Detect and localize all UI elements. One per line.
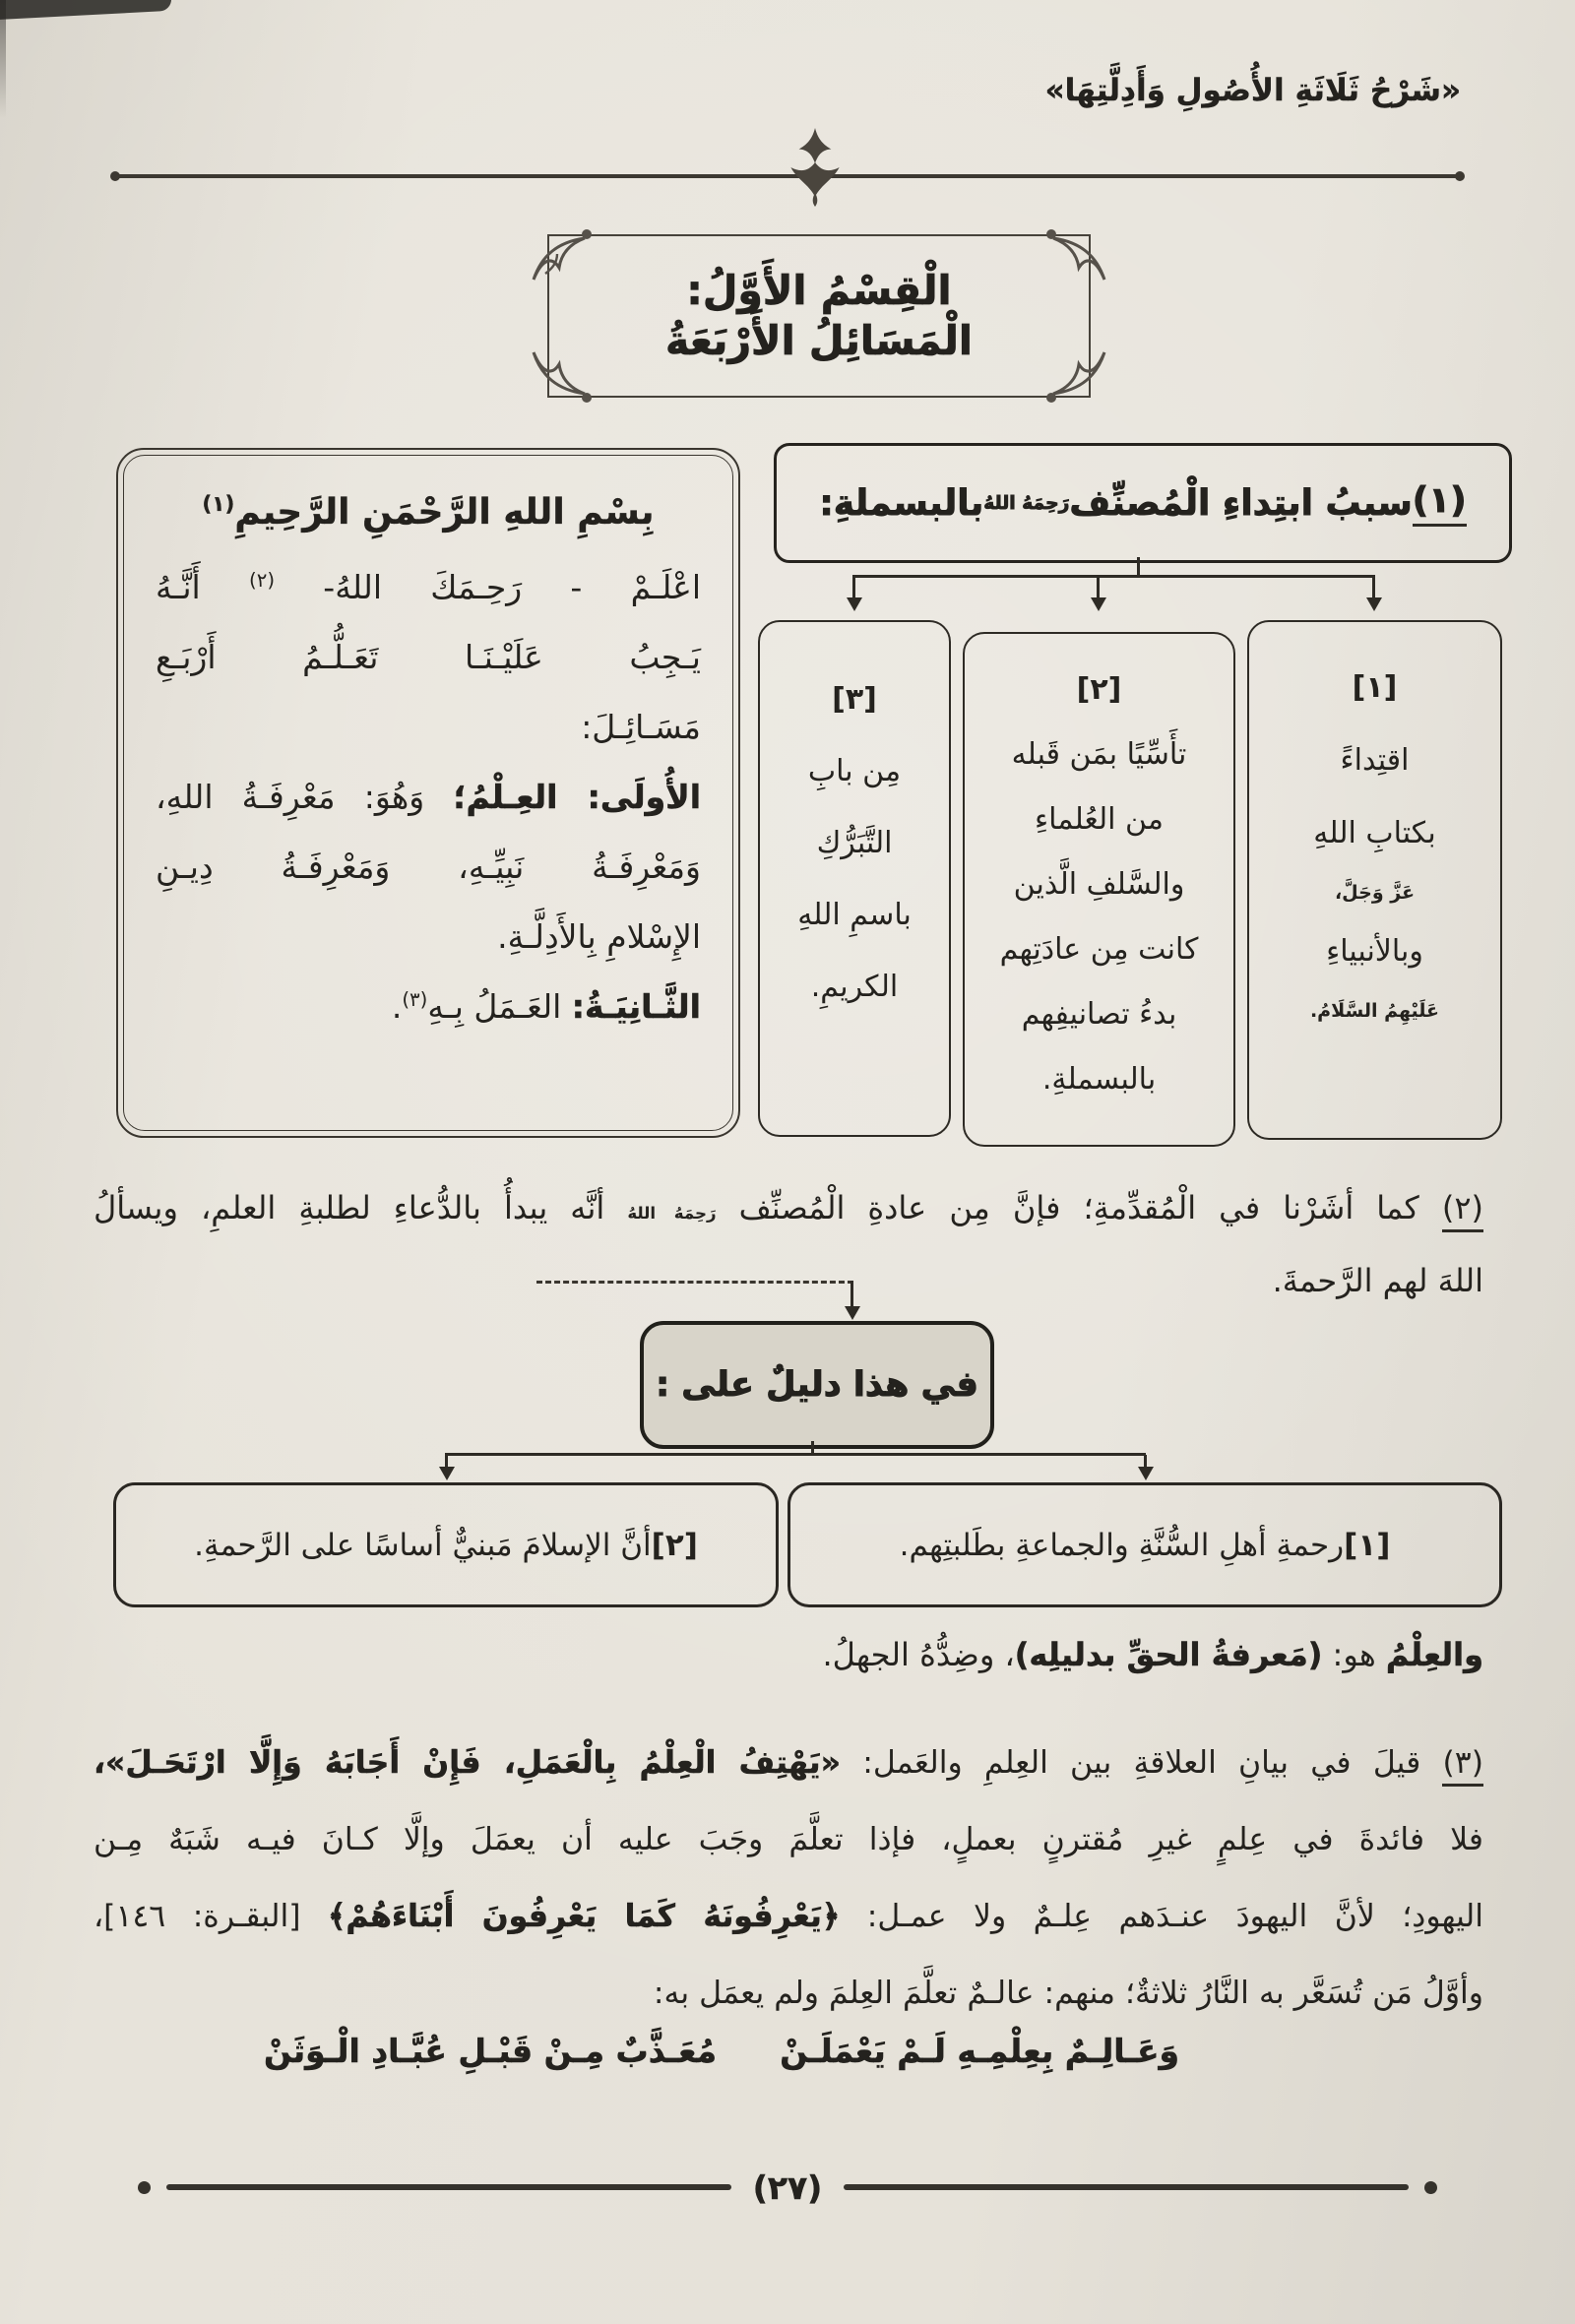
box-text: أنَّ الإسلامَ مَبنيٌّ أساسًا على الرَّحمةِ. <box>194 1527 652 1563</box>
box-line: كانت مِن عادَتِهم <box>999 932 1199 967</box>
footnote3-text: اليهودِ؛ لأنَّ اليهودَ عنـدَهم عِلـمٌ ولا عمـل: <box>840 1899 1483 1934</box>
diagram2-box-1 <box>788 1482 1502 1607</box>
basmala-text: بِسْمِ اللهِ الرَّحْمَنِ الرَّحِيمِ <box>234 492 655 533</box>
honorific-azza-wa-jall: عَزَّ وَجَلَّ، <box>1334 882 1416 904</box>
honorific-alayhim-assalam: عَلَيْهِمُ السَّلَامُ. <box>1309 1000 1440 1022</box>
connector-line <box>850 1281 853 1308</box>
connector-line <box>1097 577 1100 598</box>
box-line: والسَّلفِ الَّذين <box>1013 867 1185 902</box>
footer-rule <box>844 2184 1409 2190</box>
connector-line <box>1372 577 1375 598</box>
footnote3-block <box>94 1725 1483 2032</box>
box-number: [٢] <box>1076 672 1122 707</box>
connector-line <box>852 577 855 598</box>
box-line: تأَسِّيًا بمَن قَبله <box>1011 737 1187 772</box>
matn-text: العَـمَلُ بِـهِ <box>427 987 572 1026</box>
diagram1-header-text: سببُ ابتِداءِ الْمُصنِّف <box>1069 482 1413 524</box>
arrow-down-icon <box>1366 597 1382 611</box>
arrow-down-icon <box>1138 1467 1154 1480</box>
matn-text: . <box>391 987 403 1026</box>
arrow-down-icon <box>1091 597 1106 611</box>
photo-edge-shadow <box>0 0 172 21</box>
box-number: [٢] <box>651 1527 698 1563</box>
footnote3-marker: (٣) <box>1442 1745 1483 1787</box>
matn-emphasis: الثَّـانِيَـةُ: <box>571 987 701 1026</box>
matn-line: مَسَـائِـلَ: <box>581 708 701 746</box>
footer-rule <box>166 2184 731 2190</box>
arrow-down-icon <box>847 597 862 611</box>
footnote-marker-3: (٣) <box>402 988 428 1011</box>
connector-line <box>1137 557 1140 577</box>
floral-corner-icon <box>524 211 608 295</box>
box-line: اقتِداءً <box>1340 743 1410 778</box>
ilm-text: هو: <box>1322 1636 1386 1673</box>
photo-edge-left-shadow <box>0 0 6 118</box>
matn-line: الإِسْلامِ بِالأَدِلَّـةِ. <box>497 917 701 956</box>
box-line: بدءُ تصانيفِهم <box>1021 997 1177 1032</box>
diagram1-header-text: بالبسملةِ: <box>819 482 984 524</box>
box-line: بكتابِ اللهِ <box>1313 816 1436 850</box>
diagram1-box-1 <box>1247 620 1502 1140</box>
diagram1-header-box <box>774 443 1512 563</box>
matn-line <box>156 972 701 1041</box>
hadith-quote: «يَهْتِفُ الْعِلْمُ بِالْعَمَلِ، فَإِنْ أَجَابَهُ وَإِلَّا ارْتَحَـلَ»، <box>94 1745 841 1781</box>
footer-end-dot <box>1424 2181 1437 2194</box>
matn-inner-frame <box>123 455 733 1131</box>
footnote-marker-1: (١) <box>202 492 235 517</box>
quran-quote: ﴿يَعْرِفُونَهُ كَمَا يَعْرِفُونَ أَبْنَاءَهُمْ﴾ <box>327 1899 841 1934</box>
running-head: «شَرْحُ ثَلَاثَةِ الأُصُولِ وَأَدِلَّتِهَا» <box>1044 73 1461 108</box>
footnote-marker-2: (٢) <box>248 569 276 592</box>
matn-line <box>156 552 701 622</box>
ilm-text: ، وضِدُّهُ الجهلُ. <box>822 1636 1015 1673</box>
honorific-rahimahullah: رَحِمَهُ اللهُ <box>627 1204 717 1223</box>
footnote3-line3 <box>94 1878 1483 1955</box>
box-line: باسمِ اللهِ <box>797 898 912 932</box>
footnote3-text: قيلَ في بيانِ العلاقةِ بين العِلمِ والعَمل: <box>840 1745 1443 1781</box>
box-number: [٣] <box>832 682 877 717</box>
basmala-line <box>156 481 701 544</box>
footnote2-marker: (٢) <box>1442 1189 1483 1232</box>
footnote2-text: أنَّه يبدأُ بالدُّعاءِ لطلبةِ العلمِ، ويسألُ <box>94 1189 628 1226</box>
diagram2-header-box: في هذا دليلٌ على : <box>640 1321 994 1449</box>
ilm-bold: والعِلْمُ <box>1385 1636 1483 1673</box>
matn-text: وَهُوَ: مَعْرِفَـةُ اللهِ، <box>156 778 454 816</box>
box-number: [١] <box>1344 1527 1391 1563</box>
dashed-connector <box>536 1281 853 1284</box>
footnote3-line2: فلا فائدةَ في عِلمٍ غيرِ مُقترنٍ بعملٍ، فإذا تعلَّمَ وجَبَ عليه أن يعمَلَ وإلَّا كـانَ فيـه شَبَهٌ مِـن <box>94 1822 1483 1857</box>
connector-line <box>852 575 1375 578</box>
matn-line: يَـجِبُ عَلَيْـنَـا تَعَـلُّـمُ أَرْبَـعِ <box>156 638 701 676</box>
ilm-definition-line <box>94 1636 1483 1673</box>
honorific-rahimahullah: رَحِمَهُ اللهُ <box>983 492 1070 514</box>
matn-text: اعْلَـمْ - رَحِـمَكَ اللهُ- <box>275 568 702 606</box>
footnote2-line2: اللهَ لهم الرَّحمةَ. <box>1272 1262 1483 1299</box>
footnote3-line4: وأوَّلُ مَن تُسَعَّر به النَّارُ ثلاثةٌ؛ منهم: عالـمٌ تعلَّمَ العِلمَ ولم يعمَل به: <box>653 1976 1483 2011</box>
ilm-definition: (مَعرفةُ الحقِّ بدليلِه) <box>1014 1636 1323 1673</box>
diagram1-box-2 <box>963 632 1235 1147</box>
hemistich-right: وَعَـالِـمٌ بِعِلْمِـهِ لَـمْ يَعْمَلَـنْ <box>780 2032 1179 2070</box>
floral-corner-icon <box>1030 211 1114 295</box>
footnote2-text: كما أشَرْنا في الْمُقدِّمةِ؛ فإنَّ مِن عادةِ الْمُصنِّف <box>716 1189 1442 1226</box>
diagram2-box-2 <box>113 1482 779 1607</box>
diagram1-number: (١) <box>1413 480 1467 527</box>
section-title-frame <box>547 234 1091 398</box>
fleuron-ornament-icon <box>784 126 847 207</box>
connector-line <box>445 1453 1146 1456</box>
matn-line <box>156 762 701 832</box>
page-number: (٢٧) <box>752 2167 823 2207</box>
box-line: بالبسملةِ. <box>1041 1062 1157 1097</box>
section-title-line2: الْمَسَائِلُ الأَرْبَعَةُ <box>665 317 973 364</box>
section-title-line1: الْقِسْمُ الأَوَّلُ: <box>686 267 952 314</box>
footnote3-line1 <box>94 1725 1483 1801</box>
footnote2-line1 <box>94 1171 1483 1250</box>
arrow-down-icon <box>845 1306 860 1320</box>
box-number: [١] <box>1352 670 1398 705</box>
poetry-verse <box>264 2032 1179 2070</box>
diagram1-box-3 <box>758 620 951 1137</box>
floral-corner-icon <box>524 337 608 421</box>
matn-emphasis: الأُولَى: العِـلْمُ؛ <box>453 778 702 816</box>
hemistich-left: مُعَـذَّبٌ مِـنْ قَبْـلِ عُبَّـادِ الْـوَثَنْ <box>264 2032 718 2070</box>
page-footer <box>138 2164 1437 2211</box>
matn-line: وَمَعْرِفَـةُ نَبِيِّـهِ، وَمَعْرِفَـةُ دِيـنِ <box>156 848 701 886</box>
box-line: مِن بابِ <box>807 754 902 788</box>
footer-end-dot <box>138 2181 151 2194</box>
box-line: وبالأنبياءِ <box>1326 934 1423 969</box>
quran-reference: [البقـرة: ١٤٦]، <box>94 1899 328 1934</box>
matn-text-box <box>116 448 740 1138</box>
box-line: التَّبَرُّكِ <box>816 826 893 860</box>
arrow-down-icon <box>439 1467 455 1480</box>
box-text: رحمةِ أهلِ السُّنَّةِ والجماعةِ بطَلبتِهم. <box>899 1527 1345 1563</box>
box-line: من العُلماءِ <box>1035 802 1164 837</box>
box-line: الكريمِ. <box>810 970 899 1004</box>
matn-text: أَنَّـهُ <box>156 568 249 606</box>
floral-corner-icon <box>1030 337 1114 421</box>
